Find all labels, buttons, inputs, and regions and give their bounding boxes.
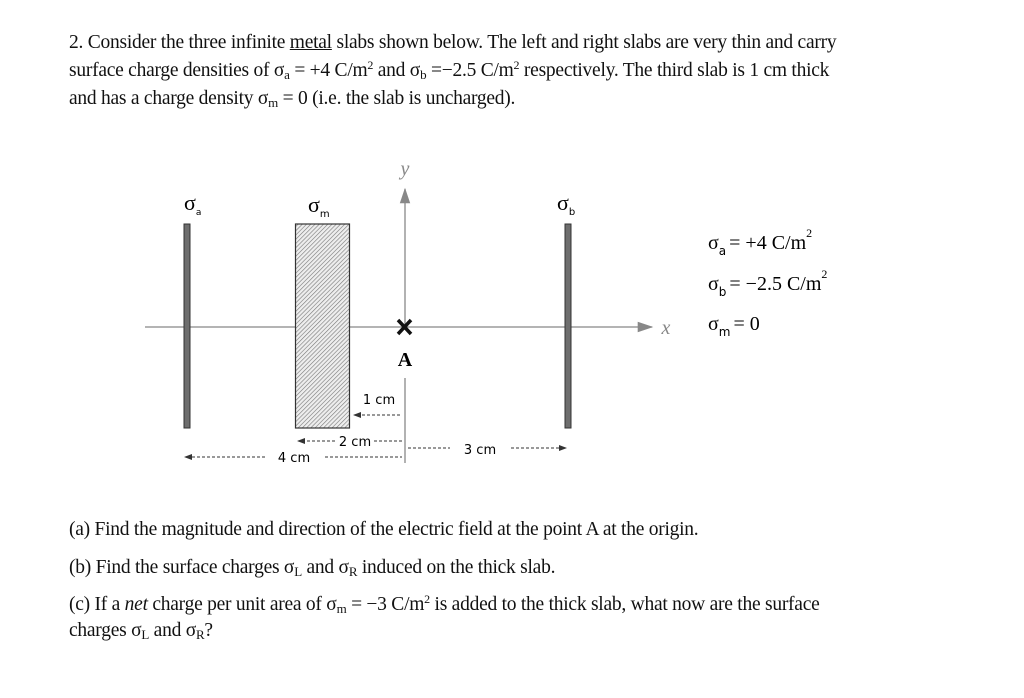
subscript: L	[141, 627, 150, 642]
superscript: 2	[513, 58, 520, 72]
question-c-line-2	[69, 620, 213, 642]
problem-number: 2.	[69, 32, 84, 53]
dim-2cm-label: 2 cm	[338, 435, 372, 450]
legend-sigma-a: $\sigma_a = +4$ $C/m^2$	[708, 226, 813, 258]
charge-legend	[708, 226, 827, 339]
subscript: R	[348, 564, 358, 579]
text: surface charge densities of σ	[69, 60, 285, 81]
subscript: m	[268, 95, 279, 110]
slab-m	[296, 224, 350, 428]
text: charge per unit area of σ	[147, 594, 337, 615]
slab-b	[565, 224, 571, 428]
text: = −3 C/m	[346, 594, 425, 615]
dim-3cm-label: 3 cm	[463, 443, 497, 458]
text: and σ	[149, 620, 196, 641]
legend-sigma-b: $\sigma_b = -2.5$ $C/m^2$	[708, 267, 828, 299]
text: =−2.5 C/m	[426, 60, 514, 81]
question-b	[69, 557, 555, 579]
text: charges σ	[69, 620, 142, 641]
sigma-b-label: $\sigma_b$	[557, 190, 576, 218]
text: = +4 C/m	[289, 60, 368, 81]
text: slabs shown below. The left and right slabs are very thin and carry	[331, 32, 837, 53]
dim-4cm-label: 4 cm	[277, 451, 311, 466]
text: ?	[204, 620, 213, 641]
text: (b) Find the surface charges σ	[69, 557, 295, 578]
text: and σ	[301, 557, 349, 578]
slab-a	[184, 224, 190, 428]
text: respectively. The third slab is 1 cm thick	[519, 60, 830, 81]
superscript: 2	[367, 58, 374, 72]
subscript: b	[420, 67, 427, 82]
text: and σ	[373, 60, 421, 81]
underlined-word: metal	[289, 32, 332, 53]
question-a: (a) Find the magnitude and direction of the electric field at the point A at the origin.	[69, 519, 699, 540]
dim-1cm-label: 1 cm	[362, 393, 396, 408]
subscript: m	[336, 601, 347, 616]
text: and has a charge density σ	[69, 88, 269, 109]
text: (c) If a	[69, 594, 125, 615]
italic-word: net	[124, 594, 148, 615]
subscript: R	[195, 627, 205, 642]
sigma-a-label: $\sigma_a$	[184, 190, 202, 218]
question-c-line-1	[69, 594, 820, 616]
text: Consider the three infinite	[87, 32, 290, 53]
subscript: L	[294, 564, 302, 579]
text: is added to the thick slab, what now are the surface	[429, 594, 820, 615]
subscript: a	[284, 67, 290, 82]
y-axis-label: y	[400, 158, 410, 180]
text: induced on the thick slab.	[357, 557, 556, 578]
superscript: 2	[424, 592, 430, 606]
text: = 0 (i.e. the slab is uncharged).	[278, 88, 516, 109]
point-a-label: A	[397, 349, 413, 371]
x-axis-label: x	[661, 317, 671, 339]
sigma-m-label: $\sigma_m$	[308, 192, 330, 220]
legend-sigma-m: $\sigma_m = 0$	[708, 313, 760, 339]
